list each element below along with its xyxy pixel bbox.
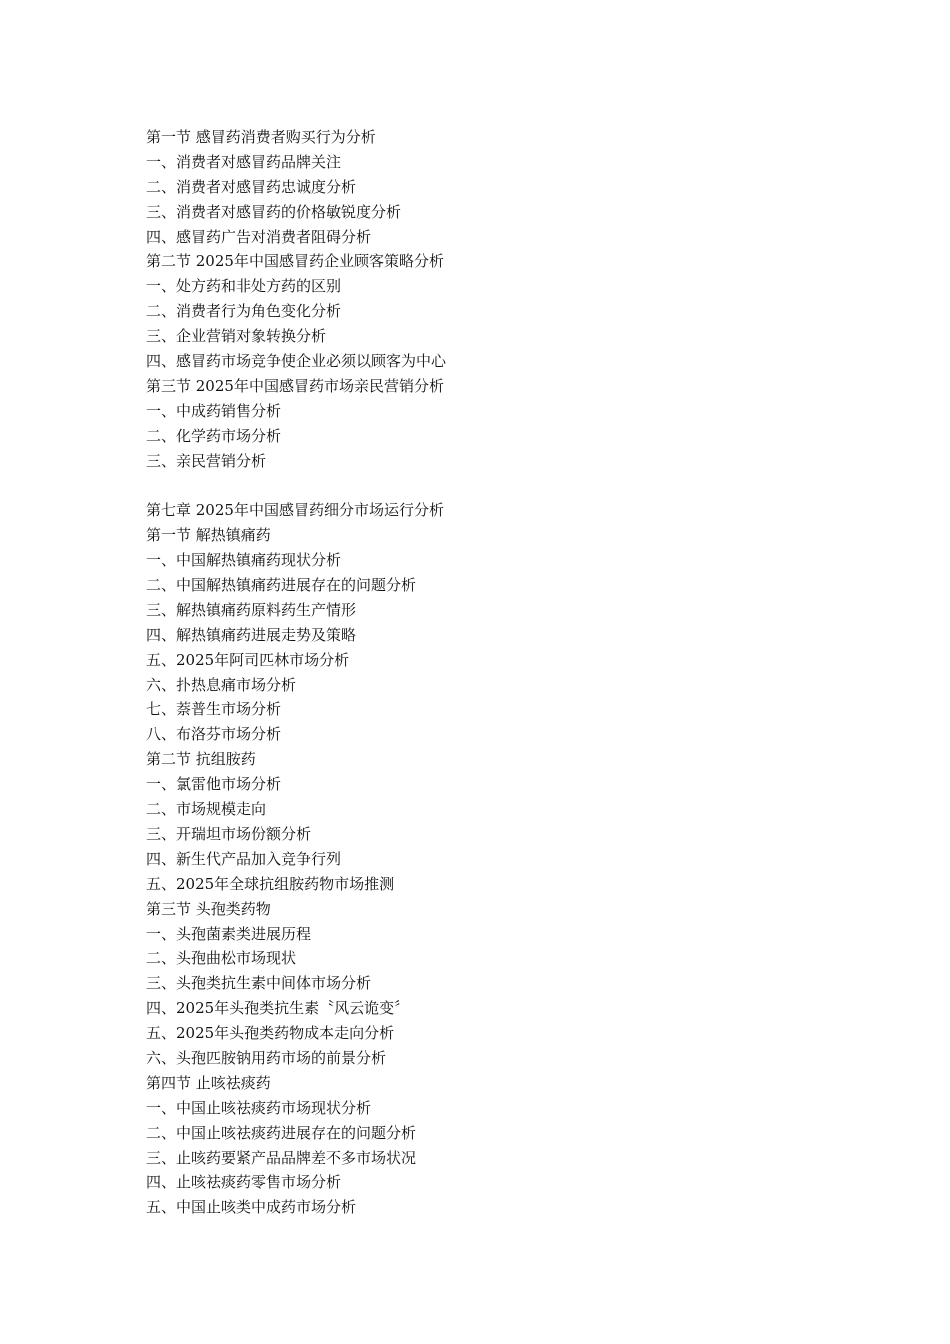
toc-line: 四、2025年头孢类抗生素〝风云诡变〞 (146, 999, 410, 1018)
toc-line: 第四节 止咳祛痰药 (146, 1073, 271, 1092)
toc-line: 第二节 2025年中国感冒药企业顾客策略分析 (146, 252, 444, 271)
toc-chapter-seven (146, 498, 866, 1220)
toc-line: 五、中国止咳类中成药市场分析 (146, 1198, 357, 1217)
toc-line: 八、布洛芬市场分析 (146, 725, 282, 744)
toc-line: 一、消费者对感冒药品牌关注 (146, 152, 342, 171)
toc-line: 三、解热镇痛药原料药生产情形 (146, 600, 357, 619)
toc-line: 三、企业营销对象转换分析 (146, 327, 327, 346)
toc-line: 三、消费者对感冒药的价格敏锐度分析 (146, 202, 402, 221)
toc-line: 一、头孢菌素类进展历程 (146, 924, 312, 943)
toc-line: 四、解热镇痛药进展走势及策略 (146, 625, 357, 644)
toc-line: 一、中国解热镇痛药现状分析 (146, 551, 342, 570)
toc-line: 七、萘普生市场分析 (146, 700, 282, 719)
toc-line: 五、2025年全球抗组胺药物市场推测 (146, 874, 395, 893)
toc-line: 五、2025年头孢类药物成本走向分析 (146, 1024, 395, 1043)
toc-line: 三、亲民营销分析 (146, 451, 267, 470)
toc-line: 第三节 2025年中国感冒药市场亲民营销分析 (146, 376, 444, 395)
toc-line: 二、中国止咳祛痰药进展存在的问题分析 (146, 1123, 417, 1142)
toc-line: 二、中国解热镇痛药进展存在的问题分析 (146, 576, 417, 595)
toc-line: 三、止咳药要紧产品品牌差不多市场状况 (146, 1148, 417, 1167)
toc-line: 二、消费者对感冒药忠诚度分析 (146, 177, 357, 196)
toc-line: 第一节 感冒药消费者购买行为分析 (146, 128, 376, 146)
toc-line: 六、扑热息痛市场分析 (146, 675, 297, 694)
toc-line: 四、感冒药广告对消费者阻碍分析 (146, 227, 372, 246)
toc-line: 一、氯雷他市场分析 (146, 775, 282, 794)
toc-line: 第一节 解热镇痛药 (146, 526, 271, 545)
toc-line: 五、2025年阿司匹林市场分析 (146, 650, 350, 669)
toc-line: 二、头孢曲松市场现状 (146, 949, 297, 968)
toc-line: 四、止咳祛痰药零售市场分析 (146, 1173, 342, 1192)
toc-section-consumer-behavior (146, 125, 866, 473)
toc-line: 一、中成药销售分析 (146, 401, 282, 420)
toc-line: 第三节 头孢类药物 (146, 899, 271, 918)
toc-line: 四、新生代产品加入竞争行列 (146, 849, 342, 868)
toc-line: 第七章 2025年中国感冒药细分市场运行分析 (146, 501, 444, 520)
toc-line: 三、头孢类抗生素中间体市场分析 (146, 974, 372, 993)
toc-line: 三、开瑞坦市场份额分析 (146, 824, 312, 843)
toc-line: 第二节 抗组胺药 (146, 750, 256, 769)
toc-line: 二、消费者行为角色变化分析 (146, 302, 342, 321)
toc-line: 四、感冒药市场竞争使企业必须以顾客为中心 (146, 352, 447, 371)
toc-line: 一、处方药和非处方药的区别 (146, 277, 342, 296)
toc-line: 二、市场规模走向 (146, 800, 267, 819)
toc-line: 二、化学药市场分析 (146, 426, 282, 445)
toc-line: 六、头孢匹胺钠用药市场的前景分析 (146, 1048, 387, 1067)
document-page (146, 125, 866, 1220)
section-gap (146, 473, 866, 498)
toc-line: 一、中国止咳祛痰药市场现状分析 (146, 1098, 372, 1117)
